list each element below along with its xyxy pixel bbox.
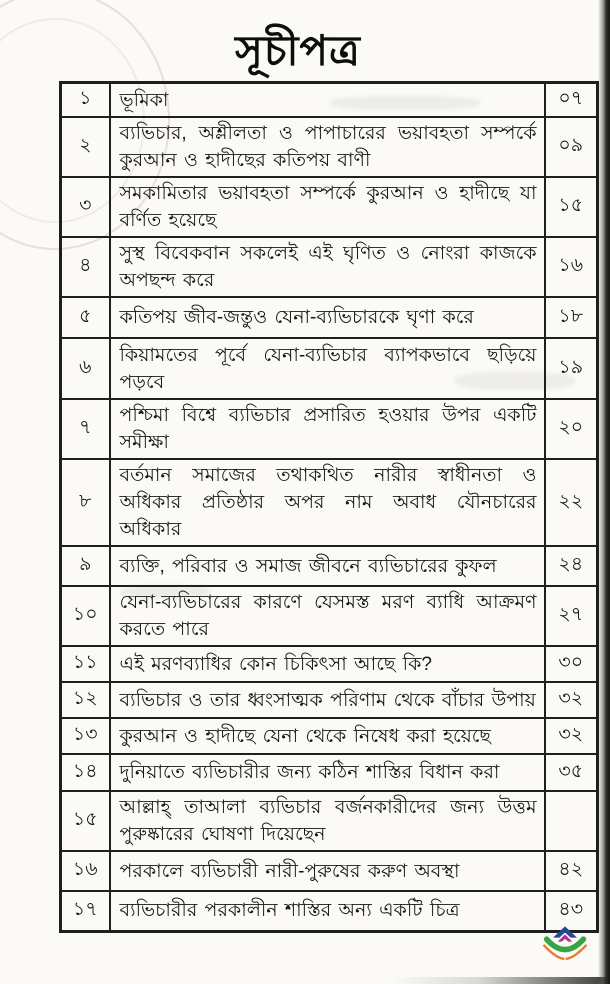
toc-serial: ৯ [61, 546, 110, 586]
toc-serial: ১০ [61, 586, 110, 646]
toc-title: কতিপয় জীব-জন্তুও যেনা-ব্যভিচারকে ঘৃণা করে [110, 297, 545, 338]
toc-serial: ১৬ [61, 851, 110, 891]
toc-serial: ১২ [61, 682, 110, 718]
toc-row [61, 117, 598, 177]
toc-title: কিয়ামতের পূর্বে যেনা-ব্যভিচার ব্যাপকভাবে ছড়িয়ে পড়বে [110, 338, 545, 399]
toc-row [61, 177, 598, 237]
toc-title: এই মরণব্যাধির কোন চিকিৎসা আছে কি? [110, 646, 545, 682]
toc-title: ব্যভিচারীর পরকালীন শাস্তির অন্য একটি চিত্র [110, 891, 545, 931]
toc-page: ৩২ [545, 682, 598, 718]
scan-edge-bottom [390, 977, 610, 984]
toc-page: ২০ [545, 399, 598, 459]
toc-row [61, 754, 598, 791]
scan-edge-right [598, 0, 610, 984]
toc-page: ২২ [545, 459, 598, 546]
toc-title: ব্যক্তি, পরিবার ও সমাজ জীবনে ব্যভিচারের কুফল [110, 546, 545, 586]
toc-serial: ৬ [61, 338, 110, 399]
toc-page: ২৭ [545, 586, 598, 646]
toc-row [61, 459, 598, 546]
toc-page: ৩০ [545, 646, 598, 682]
toc-serial: ২ [61, 117, 110, 177]
toc-title: দুনিয়াতে ব্যভিচারীর জন্য কঠিন শাস্তির বিধান করা [110, 754, 545, 791]
toc-serial: ১৪ [61, 754, 110, 791]
toc-page: ০৭ [545, 83, 598, 118]
toc-row [61, 546, 598, 586]
toc-row [61, 851, 598, 891]
toc-page: ১৯ [545, 338, 598, 399]
toc-title: যেনা-ব্যভিচারের কারণে যেসমস্ত মরণ ব্যাধি আক্রমণ করতে পারে [110, 586, 545, 646]
toc-title: ব্যভিচার ও তার ধ্বংসাত্মক পরিণাম থেকে বাঁচার উপায় [110, 682, 545, 718]
toc-serial: ১৫ [61, 791, 110, 851]
toc-row [61, 718, 598, 754]
toc-serial: ১৭ [61, 891, 110, 931]
toc-page: ৪২ [545, 851, 598, 891]
toc-title: পরকালে ব্যভিচারী নারী-পুরুষের করুণ অবস্থা [110, 851, 545, 891]
toc-page: ১৫ [545, 177, 598, 237]
toc-title: আল্লাহ্ তাআলা ব্যভিচার বর্জনকারীদের জন্য উত্তম পুরুষ্কারের ঘোষণা দিয়েছেন [110, 791, 545, 851]
toc-title: ব্যভিচার, অশ্লীলতা ও পাপাচারের ভয়াবহতা সম্পর্কে কুরআন ও হাদীছের কতিপয় বাণী [110, 117, 545, 177]
toc-serial: ৪ [61, 237, 110, 297]
toc-title: কুরআন ও হাদীছে যেনা থেকে নিষেধ করা হয়েছে [110, 718, 545, 754]
toc-page: ৩৫ [545, 754, 598, 791]
toc-row [61, 682, 598, 718]
toc-row [61, 399, 598, 459]
toc-page [545, 791, 598, 851]
toc-title: বর্তমান সমাজের তথাকথিত নারীর স্বাধীনতা ও অধিকার প্রতিষ্ঠার অপর নাম অবাধ যৌনচারের অধিকার [110, 459, 545, 546]
toc-row [61, 83, 598, 118]
page-title: সূচীপত্র [235, 27, 361, 74]
toc-title: সুস্থ বিবেকবান সকলেই এই ঘৃণিত ও নোংরা কাজকে অপছন্দ করে [110, 237, 545, 297]
toc-serial: ১৩ [61, 718, 110, 754]
toc-serial: ৭ [61, 399, 110, 459]
toc-row [61, 586, 598, 646]
toc-page: ৩২ [545, 718, 598, 754]
toc-table [59, 81, 599, 933]
toc-row [61, 891, 598, 931]
toc-page: ৪৩ [545, 891, 598, 931]
toc-serial: ৮ [61, 459, 110, 546]
toc-page: ১৬ [545, 237, 598, 297]
toc-serial: ১১ [61, 646, 110, 682]
toc-row [61, 338, 598, 399]
toc-title: সমকামিতার ভয়াবহতা সম্পর্কে কুরআন ও হাদীছে যা বর্ণিত হয়েছে [110, 177, 545, 237]
toc-page: ২৪ [545, 546, 598, 586]
toc-serial: ১ [61, 83, 110, 118]
open-book-logo-icon [541, 924, 589, 964]
toc-row [61, 237, 598, 297]
toc-serial: ৫ [61, 297, 110, 338]
toc-title: ভূমিকা [110, 83, 545, 118]
toc-row [61, 297, 598, 338]
toc-title: পশ্চিমা বিশ্বে ব্যভিচার প্রসারিত হওয়ার উপর একটি সমীক্ষা [110, 399, 545, 459]
toc-serial: ৩ [61, 177, 110, 237]
toc-row [61, 646, 598, 682]
toc-page: ১৮ [545, 297, 598, 338]
toc-row [61, 791, 598, 851]
toc-page: ০৯ [545, 117, 598, 177]
